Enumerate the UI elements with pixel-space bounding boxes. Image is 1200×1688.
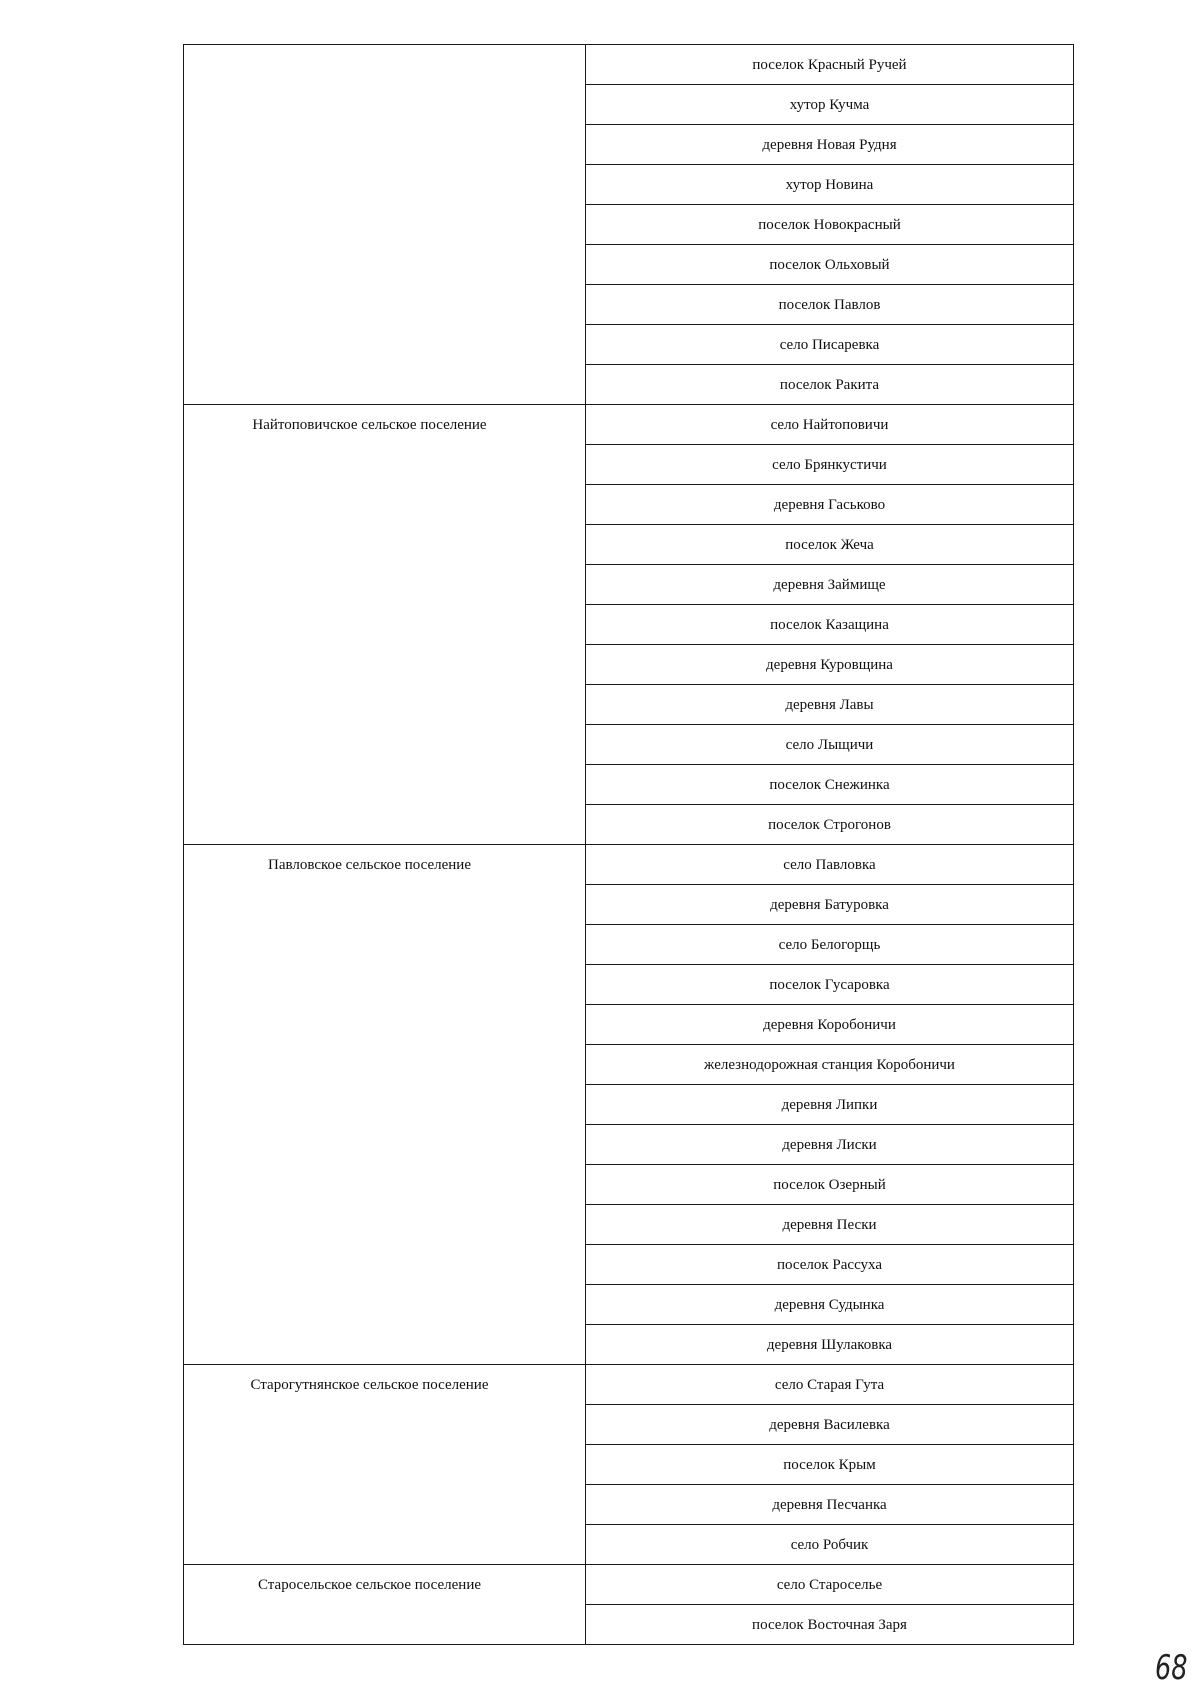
locality-cell: деревня Займище [586,565,1074,605]
settlement-name-cell: Найтоповичское сельское поселение [184,405,586,845]
locality-cell: село Найтоповичи [586,405,1074,445]
locality-cell: село Робчик [586,1525,1074,1565]
locality-cell: поселок Ольховый [586,245,1074,285]
locality-cell: поселок Восточная Заря [586,1605,1074,1645]
page-number: 68 [1155,1648,1188,1688]
locality-cell: деревня Василевка [586,1405,1074,1445]
table-row [184,405,1074,445]
locality-cell: деревня Судынка [586,1285,1074,1325]
locality-cell: деревня Лавы [586,685,1074,725]
locality-cell: деревня Новая Рудня [586,125,1074,165]
settlement-name-cell: Старогутнянское сельское поселение [184,1365,586,1565]
locality-cell: поселок Гусаровка [586,965,1074,1005]
table-row [184,1565,1074,1605]
locality-cell: поселок Новокрасный [586,205,1074,245]
locality-cell: поселок Рассуха [586,1245,1074,1285]
locality-cell: поселок Ракита [586,365,1074,405]
locality-cell: поселок Жеча [586,525,1074,565]
locality-cell: село Павловка [586,845,1074,885]
locality-cell: село Писаревка [586,325,1074,365]
locality-cell: деревня Лиски [586,1125,1074,1165]
locality-cell: хутор Новина [586,165,1074,205]
locality-cell: село Старая Гута [586,1365,1074,1405]
locality-cell: село Лыщичи [586,725,1074,765]
table-body [184,45,1074,1645]
settlement-name-cell: Павловское сельское поселение [184,845,586,1365]
locality-cell: поселок Озерный [586,1165,1074,1205]
settlements-table [183,44,1074,1645]
table-row [184,45,1074,85]
locality-cell: деревня Батуровка [586,885,1074,925]
locality-cell: железнодорожная станция Коробоничи [586,1045,1074,1085]
locality-cell: деревня Коробоничи [586,1005,1074,1045]
locality-cell: деревня Липки [586,1085,1074,1125]
locality-cell: поселок Строгонов [586,805,1074,845]
settlement-name-cell: Старосельское сельское поселение [184,1565,586,1645]
locality-cell: деревня Куровщина [586,645,1074,685]
settlement-name-cell [184,45,586,405]
locality-cell: деревня Шулаковка [586,1325,1074,1365]
locality-cell: деревня Гаськово [586,485,1074,525]
locality-cell: село Белогорщь [586,925,1074,965]
table-row [184,845,1074,885]
locality-cell: поселок Казащина [586,605,1074,645]
locality-cell: поселок Красный Ручей [586,45,1074,85]
locality-cell: село Брянкустичи [586,445,1074,485]
locality-cell: поселок Снежинка [586,765,1074,805]
table-row [184,1365,1074,1405]
locality-cell: деревня Пески [586,1205,1074,1245]
locality-cell: хутор Кучма [586,85,1074,125]
locality-cell: поселок Крым [586,1445,1074,1485]
locality-cell: деревня Песчанка [586,1485,1074,1525]
locality-cell: поселок Павлов [586,285,1074,325]
locality-cell: село Староселье [586,1565,1074,1605]
